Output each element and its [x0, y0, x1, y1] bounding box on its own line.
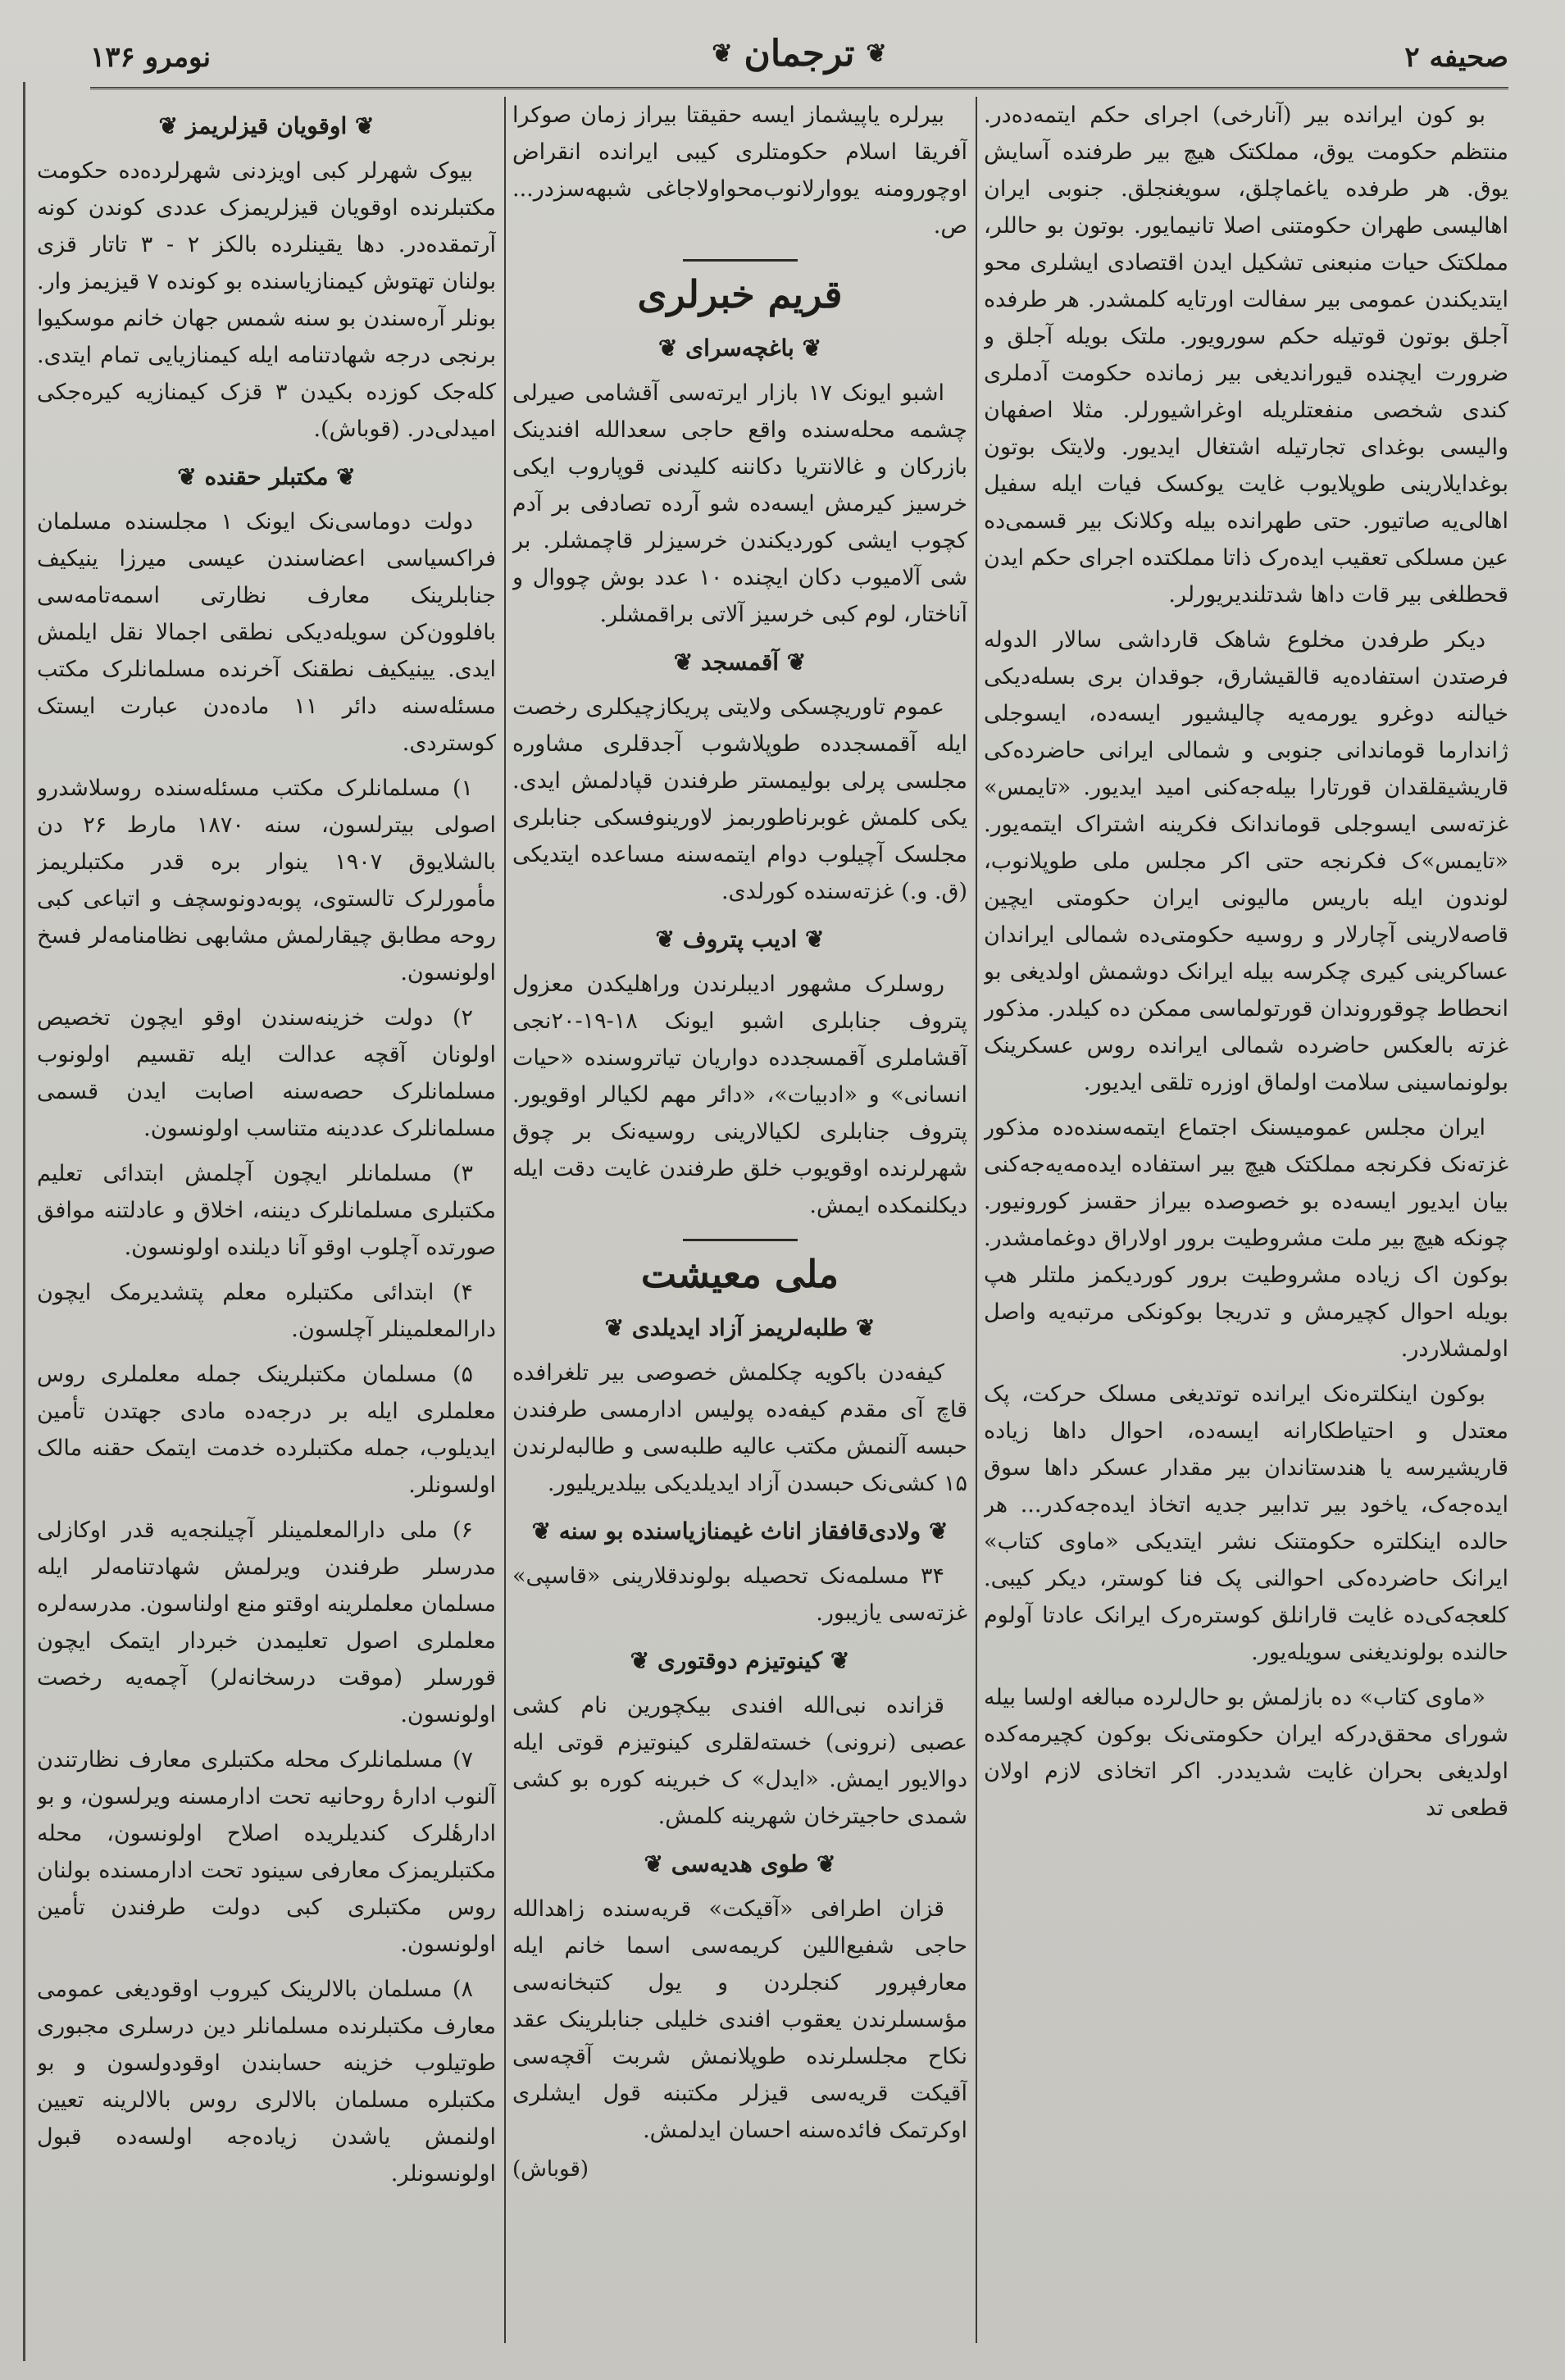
list-item: ۴) ابتدائی مکتبلره معلم پتشدیرمک ایچون دارالمعلمینلر آچلسون.: [37, 1280, 496, 1342]
column-left: [37, 97, 496, 2343]
ornament-icon: ❦: [712, 39, 733, 68]
news-text: قزانده نبی‌الله افندی بیکچورین نام کشی عصبی (نرونی) خسته‌لقلری کینوتیزم قوتی ایله دوالایور ایمش. «ایدل» ک خبرینه کوره بو کشی شمدی حاجیترخان شهرینه کلمش.: [512, 1693, 967, 1829]
author-signature: (قوباش): [512, 2157, 589, 2182]
page-number-label: صحیفه ۲: [1404, 41, 1508, 74]
ornament-icon: ❦: [866, 39, 887, 68]
news-text: دولت دوماسی‌نک ایونک ۱ مجلسنده مسلمان فراکسیاسی اعضاسندن عیسی میرزا ینیکیف جنابلرینک معارف نظارتی اسمه‌تامه‌سی بافلوون‌کن سویله‌دیکی نطقی اجمالا نقل ایلمش ایدی. یینیکیف نطقنک آخرنده مسلمانلرک مکتب مسئله‌سنه دائر ۱۱ ماده‌دن عبارت ایستک کوستردی.: [37, 509, 496, 756]
news-heading-text: ولادی‌قافقاز اناث غیمنازیاسنده بو سنه: [558, 1518, 921, 1545]
list-item: ۱) مسلمانلرک مکتب مسئله‌سنده روسلاشدرو اصولی بیترلسون، سنه ۱۸۷۰ مارط ۲۶ دن بالشلایوق ۱۹۰۷ ینوار بره قدر مکتبلریمز مأمورلرک تالستوی، پوبه‌دونوسچف و اتباعی کبی روحه مطابق چیقارلمش مشابهی نظامنامه‌لر فسخ اولونسون.: [37, 776, 496, 985]
news-heading-text: مکتبلر حقنده: [204, 463, 329, 490]
news-text: ۳۴ مسلمه‌نک تحصیله بولوندقلارینی «قاسپی» غزته‌سی یازیبور.: [512, 1563, 967, 1626]
article-paragraph: بوکون اینکلتره‌نک ایرانده توتدیغی مسلک حرکت، پک معتدل و احتیاطکارانه ایسه‌ده، احوال داها زیاده قاریشیرسه یا هندستاندان بیر مقدار عسکر داها سوق ایده‌جه‌ک، یاخود بیر تدابیر جدیه اتخاذ ایده‌جه‌کدر... هر حالده اینکلتره حکومتنک نشر ایتدیکی «ماوی کتاب» ایرانک حاضرده‌کی احوالنی پک فنا کوستر، دیکر کیبی. کلعجه‌کی‌ده غایت قارانلق کوستره‌رک ایرانک عادتا آولوم حالنده بولوندیغنی سویله‌یور.: [984, 1381, 1508, 1665]
news-heading: ❦ طوی هدیه‌سی ❦: [644, 1850, 836, 1877]
column-divider: [504, 97, 506, 2343]
page-edge-rule: [23, 82, 25, 2361]
list-item: ۸) مسلمان بالالرینک کیروب اوقودیغی عمومی معارف مکتبلرنده مسلمانلر دین درسلری مجبوری طوتیلوب خزینه حسابندن اوقودولسون و بو مکتبلره مسلمان بالالری روس بالالرینه تعیین اولنمش یاشدن زیاده‌جه اولسه‌ده قبول اولونسونلر.: [37, 1977, 496, 2187]
column-middle: [512, 97, 967, 2343]
news-heading: ❦ ادیب پتروف ❦: [655, 926, 825, 953]
news-heading: ❦ مکتبلر حقنده ❦: [177, 463, 356, 490]
section-title: ملی معیشت: [640, 1252, 839, 1296]
list-item: ۲) دولت خزینه‌سندن اوقو ایچون تخصیص اولونان آقچه عدالت ایله تقسیم اولونوب مسلمانلرک حصه‌سنه اصابت ایدن قسمی مسلمانلرک عددینه متناسب اولونسون.: [37, 1005, 496, 1141]
news-heading-text: باغچه‌سرای: [685, 334, 794, 362]
newspaper-title-block: [712, 33, 886, 75]
article-paragraph: بیرلره یاپیشماز ایسه حقیقتا بیراز زمان صوکرا آفریقا اسلام حکومتلری کیبی ایرانده انقراض اوچورومنه یووارلانوب‌محواولاجاغی شبهه‌سزدر... ص.: [512, 102, 967, 239]
article-paragraph: بو کون ایرانده بیر (آنارخی) اجرای حکم ایتمه‌ده‌در. منتظم حکومت یوق، مملکتک هیچ بیر طرفنده آسایش یوق. هر طرفده یاغماچلق، سویغنجلق. جنوبی ایران اهالیسی طهران حکومتنی اصلا تانیمایور. بوتون بو حاللر، مملکتک حیات منبعنی تشکیل ایدن اقتصادی ایشلری محو ایتدیکندن عمومی بیر سفالت اورتایه کلمشدر. هر طرفده آجلق بوتون قوتیله حکم سورویور. ملتک بویله آجلق و ضرورت ایچنده قیوراندیغی بیر زمانده حکومت آدملری کندی شخصی منفعتلریله اوغراشیورلر. مثلا اصفهان والیسی بوغدای تجارتیله اشتغال ایدیور. ولایتک بوتون بوغدایلارینی طوپلایوب غایت یوکسک فیات ایله سفیل اهالی‌یه صاتیور. حتی طهرانده بیله وکلانک بیر قسمی‌ده عین مسلکی تعقیب ایده‌رک ذاتا مملکتده اجرای حکم ایدن قحطلغی بیر قات داها شدتلندیریورلر.: [984, 102, 1508, 608]
news-heading: ❦ آقمسجد ❦: [673, 648, 807, 676]
column-divider: [976, 97, 977, 2343]
news-heading: ❦ طلبه‌لریمز آزاد ایدیلدی ❦: [604, 1314, 876, 1341]
news-text: بیوک شهرلر کبی اویزدنی شهرلرده‌ده حکومت مکتبلرنده اوقویان قیزلریمزک عددی کوندن کونه آرتمقده‌در. دها یقینلرده بالکز ۲ - ۳ تاتار قزی بولنان تهتوش کیمنازیاسنده بو کونده ۷ قیزیمز وار. بونلر آره‌سندن بو سنه شمس جهان خانم موسکیوا برنجی درجه شهادتنامه ایله کیمنازیایی تمام ایتدی. کله‌جک کوزده بکیدن ۳ قزک کیمنازیه کیره‌جکی امیدلی‌در. (قوباش).: [37, 158, 496, 442]
news-text: روسلرک مشهور ادیبلرندن وراهلیکدن معزول پتروف جنابلری اشبو ایونک ۱۸-۱۹-۲۰نجی آقشاملری آقمسجدده دواریان تیاتروسنده «حیات انسانی» و «ادبیات»، «دائر مهم لکیالر اوقویور. پتروف جنابلری لکیالارینی روسیه‌نک بر چوق شهرلرنده اوقویوب خلق طرفندن غایت دقت ایله دیکلنمکده ایمش.: [512, 972, 967, 1218]
news-heading: ❦ کینوتیزم دوقتوری ❦: [630, 1647, 850, 1674]
list-item: ۷) مسلمانلرک محله مکتبلری معارف نظارتندن آلنوب ادارهٔ روحانیه تحت ادارمسنه ویرلسون، و بو ادارهٔلرک کندیلریده اصلاح اولونسون، محله مکتبلریمزک معارفی سینود تحت ادارمسنده بولنان روس مکتبلری کبی دولت طرفندن تأمین اولونسون.: [37, 1747, 496, 1957]
news-heading-text: طوی هدیه‌سی: [671, 1850, 809, 1877]
article-paragraph: دیکر طرفدن مخلوع شاهک قارداشی سالار الدوله فرصتدن استفاده‌یه قالقیشارق، جوقدان بری بسله‌دیکی خیالنه دوغرو یورمه‌یه چالیشیور ایسه‌ده، ایسوجلی ژاندارما قوماندانی جنوبی و شمالی ایرانی حاضرده‌کی قاریشیقلقدان قورتارا بیله‌جه‌کنی امید ایدیور. «تایمس» غزته‌سی ایسوجلی قوماندانک فکرینه اشتراک ایتمه‌یور. «تایمس»ک فکرنجه حتی اکر مجلس ملی طوپلانوب، لوندون ایله باریس مالیونی ایران حکومتی ایچین قاصه‌لارینی آچارلار و روسیه حکومتی‌ده شمالی ایراندان عساکرینی کیری چکرسه بیله ایرانک دوشمش اولدیغی بو انحطاط چوقوروندان قورتولماسی ممکن ده کیلدر. مذکور غزته بالعکس حاضرده شمالی ایرانده روس عسکرینک بولونماسینی سلامت اولماق اوزره تلقی ایدیور.: [984, 627, 1508, 1095]
news-heading-text: کینوتیزم دوقتوری: [657, 1647, 823, 1674]
news-heading-text: طلبه‌لریمز آزاد ایدیلدی: [631, 1314, 848, 1341]
issue-number: نومرو ۱۳۶: [90, 41, 212, 74]
masthead: [90, 23, 1508, 89]
section-divider: [683, 1239, 798, 1241]
news-heading-text: اوقویان قیزلریمز: [185, 112, 348, 139]
section-divider: [683, 259, 798, 262]
news-text: عموم تاوریچسکی ولایتی پریکازچیکلری رخصت ایله آقمسجدده طوپلاشوب آجدقلری مشاوره مجلسی پرلی بولیمستر طرفندن قپادلمش ایدی. یکی کلمش غوبرناطوربمز لاورینوفسکی جنابلری مجلسک آچیلوب دوام ایتمه‌سنه مساعده ایتدیکی (ق. و.) غزته‌سنده کورلدی.: [512, 694, 967, 904]
news-heading: ❦ باغچه‌سرای ❦: [657, 334, 822, 362]
list-item: ۶) ملی دارالمعلمینلر آچیلنجه‌یه قدر اوکازلی مدرسلر طرفندن ویرلمش شهادتنامه‌لر ایله مسلمان معلملرینه اوقتو منع اولناسون. مدرسه‌لره معلملری اصول تعلیمدن خبردار ایتمک ایچون قورسلر (موقت درسخانه‌لر) آچمه‌یه رخصت اولونسون.: [37, 1518, 496, 1727]
news-text: قزان اطرافی «آقیکت» قریه‌سنده زاهدالله حاجی شفیع‌اللین کریمه‌سی اسما خانم ایله معارفپرور کنجلردن و یول کتبخانه‌سی مؤسسلرندن یعقوب افندی خلیلی جنابلرینک عقد نکاح مجلسلرنده طوپلانمش شربت آقچه‌سی آقیکت قریه‌سی قیزلر مکتبنه قول ایشلری اوکرتمک فائده‌سنه احسان ایدلمش.: [512, 1896, 967, 2143]
news-text: اشبو ایونک ۱۷ بازار ایرته‌سی آقشامی صیرلی چشمه محله‌سنده واقع حاجی سعدالله افندینک بازرکان و غالانتریا دکاننه کلیدنی قوپاروب ایکی خرسیز کیرمش ایسه‌ده شو آرده تصادفی بر آدم کچوب ایشی کوردیکندن خرسیزلر قاچمشلر. بر شی آلامیوب دکان ایچنده ۱۰ عدد بوش چووال و آناختار، لوم کبی خرسیز آلاتی براقمشلر.: [512, 380, 967, 627]
list-item: ۵) مسلمان مکتبلرینک جمله معلملری روس معلملری ایله بر درجه‌ده مادی جهتدن تأمین ایدیلوب، جمله مکتبلرده خدمت ایتمک حقنه مالک اولسونلر.: [37, 1362, 496, 1498]
article-paragraph: «ماوی کتاب» ده بازلمش بو حال‌لرده مبالغه اولسا بیله شورای محقق‌درکه ایران حکومتی‌نک بوکون کچیرمه‌کده اولدیغی بحران غایت شدیددر. اکر اتخاذی لازم اولان قطعی تد: [984, 1685, 1508, 1821]
list-item: ۳) مسلمانلر ایچون آچلمش ابتدائی تعلیم مکتبلری مسلمانلرک دیننه، اخلاق و عادلتنه موافق صورتده آچلوب اوقو آنا دیلنده اولونسون.: [37, 1161, 496, 1260]
news-heading-text: آقمسجد: [700, 648, 780, 676]
news-heading-text: ادیب پتروف: [682, 926, 798, 953]
news-heading: ❦ ولادی‌قافقاز اناث غیمنازیاسنده بو سنه ❦: [531, 1518, 949, 1545]
article-paragraph: ایران مجلس عمومیسنک اجتماع ایتمه‌سنده‌ده مذکور غزته‌نک فکرنجه مملکتک هیچ بیر استفاده ایده‌مه‌یه‌جه‌کنی بیان ایدیور ایسه‌ده بو خصوصده بیراز حقسز کورونیور. چونکه هیچ بیر ملت مشروطیت برور اولاراق دوغمامشدر. بوکون اک زیاده مشروطیت برور کوردیکمز ملتلر هپ بویله احوال کچیرمش و تدریجا بوکونکی مرتبه‌یه واصل اولمشلاردر.: [984, 1115, 1508, 1362]
column-right: [984, 97, 1508, 2343]
newspaper-title: ترجمان: [744, 33, 855, 75]
section-title: قریم خبرلری: [637, 272, 843, 316]
news-text: کیفه‌دن باکویه چکلمش خصوصی بیر تلغرافده قاچ آی مقدم کیفه‌ده پولیس ادارمسی طرفندن حبسه آلنمش مکتب عالیه طلبه‌سی و طالبه‌لرندن ۱۵ کشی‌نک حبسدن آزاد ایدیلدیکی بیلدیریلیور.: [512, 1360, 967, 1496]
news-heading: ❦ اوقویان قیزلریمز ❦: [158, 112, 375, 139]
